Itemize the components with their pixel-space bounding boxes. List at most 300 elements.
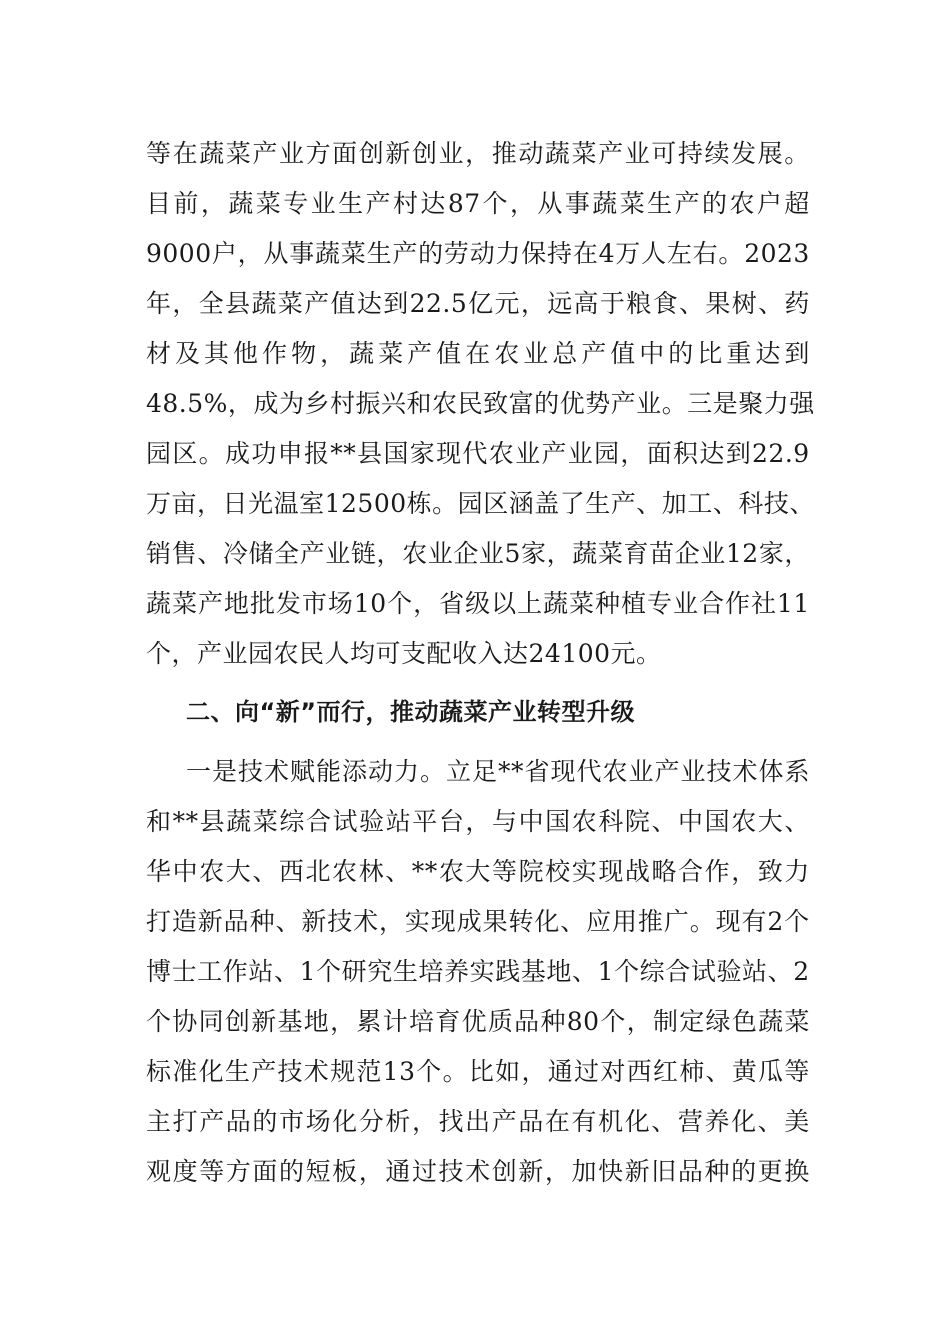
glyph: 48.5% [146, 389, 228, 418]
glyph: 功 [251, 439, 277, 468]
glyph: 高 [573, 289, 600, 318]
glyph: 的 [702, 189, 728, 218]
glyph: 致 [483, 389, 509, 418]
glyph: 农 [571, 807, 598, 836]
glyph: 红 [652, 1057, 679, 1086]
glyph: 盖 [534, 489, 560, 518]
glyph: 和 [146, 807, 172, 836]
glyph: 技 [438, 1157, 465, 1186]
glyph: 打 [146, 907, 172, 936]
glyph: 蔬 [592, 189, 618, 218]
glyph: 报 [303, 439, 330, 468]
glyph: 在 [465, 339, 491, 368]
glyph: 综 [279, 807, 305, 836]
glyph: 农 [438, 857, 465, 886]
glyph: 个 [614, 957, 640, 986]
glyph: 同 [198, 1007, 225, 1036]
glyph: 业 [567, 439, 594, 468]
glyph: ， [509, 189, 536, 218]
paragraph-line [146, 337, 810, 371]
glyph: 对 [600, 1057, 626, 1086]
glyph: 方 [305, 139, 332, 168]
glyph: 作 [724, 589, 751, 618]
glyph: 产 [610, 389, 637, 418]
glyph: ， [521, 1057, 547, 1086]
glyph: ， [227, 389, 254, 418]
paragraph-line [146, 905, 810, 939]
glyph: 、 [757, 1107, 784, 1136]
glyph: 技 [763, 489, 790, 518]
glyph: 、 [273, 957, 300, 986]
glyph: 右 [692, 239, 719, 268]
glyph: 的 [418, 239, 444, 268]
glyph: 申 [277, 439, 304, 468]
glyph: 4 [598, 239, 616, 268]
glyph: 产 [365, 189, 392, 218]
glyph: 振 [355, 389, 382, 418]
glyph: 园 [594, 439, 620, 468]
glyph: 县 [225, 289, 251, 318]
glyph: 12500 [324, 489, 407, 518]
glyph: 站 [248, 957, 274, 986]
glyph: 事 [289, 239, 315, 268]
glyph: 等 [199, 1157, 225, 1186]
paragraph-line [146, 1155, 810, 1189]
glyph: 、 [571, 957, 598, 986]
glyph: 室 [299, 489, 325, 518]
glyph: 、 [705, 1057, 732, 1086]
glyph: 菜 [569, 589, 595, 618]
glyph: 标 [146, 1057, 172, 1086]
glyph: 综 [639, 957, 666, 986]
glyph: 析 [385, 1107, 411, 1136]
glyph: 富 [508, 389, 535, 418]
glyph: 作 [262, 339, 288, 368]
glyph: 从 [263, 239, 289, 268]
glyph: 社 [750, 589, 777, 618]
glyph: 区 [483, 489, 509, 518]
glyph: 养 [704, 1107, 730, 1136]
glyph: 生 [392, 957, 419, 986]
glyph: 产 [197, 589, 224, 618]
glyph: 、 [385, 857, 411, 886]
glyph: 优 [461, 1007, 488, 1036]
glyph: 菜 [171, 589, 198, 618]
glyph: 等 [492, 857, 518, 886]
glyph: 业 [438, 139, 465, 168]
glyph: 、 [758, 289, 784, 318]
glyph: 计 [382, 1007, 409, 1036]
glyph: 达 [755, 339, 781, 368]
glyph: 林 [358, 857, 385, 886]
glyph: 家 [758, 539, 785, 568]
paragraph-line [146, 237, 810, 271]
section-heading: 二、向“新”而行，推动蔬菜产业转型升级 [186, 698, 636, 726]
paragraph-line [146, 1055, 810, 1089]
glyph: 用 [612, 907, 638, 936]
glyph: 、 [275, 907, 301, 936]
glyph: 在 [544, 1107, 571, 1136]
glyph: 合 [678, 857, 704, 886]
glyph: 合 [305, 807, 332, 836]
glyph: 成 [456, 907, 483, 936]
glyph: 术 [732, 757, 758, 786]
paragraph-line [146, 1005, 810, 1039]
glyph: 生 [647, 189, 673, 218]
glyph: 物 [291, 339, 317, 368]
glyph: 13 [382, 1057, 416, 1086]
glyph: 平 [412, 807, 438, 836]
glyph: 现 [598, 857, 624, 886]
glyph: 粮 [626, 289, 652, 318]
glyph: 比 [697, 339, 723, 368]
glyph: 涵 [508, 489, 535, 518]
glyph: 立 [446, 757, 472, 786]
glyph: 家 [409, 439, 436, 468]
glyph: 9000 [146, 239, 212, 268]
glyph: 持 [677, 139, 704, 168]
glyph: 。 [689, 907, 716, 936]
glyph: 化 [198, 1057, 225, 1086]
glyph: 远 [547, 289, 573, 318]
glyph: 动 [368, 757, 394, 786]
glyph: 推 [637, 907, 664, 936]
glyph: 场 [327, 589, 354, 618]
glyph: 华 [146, 857, 172, 886]
glyph: 范 [356, 1057, 382, 1086]
glyph: 找 [438, 1107, 465, 1136]
glyph: 1 [299, 957, 316, 986]
glyph: 现 [715, 907, 742, 936]
glyph: 乡 [304, 389, 330, 418]
glyph: 11 [776, 589, 810, 618]
glyph: 农 [332, 857, 358, 886]
glyph: 产 [199, 1107, 225, 1136]
paragraph-line [146, 137, 810, 171]
glyph: 、 [252, 857, 278, 886]
glyph: 户 [756, 189, 783, 218]
glyph: 品 [514, 1007, 540, 1036]
glyph: 化 [332, 1107, 358, 1136]
glyph: 蔬 [146, 589, 172, 618]
glyph: 聚 [738, 389, 764, 418]
glyph: 通 [547, 1057, 574, 1086]
glyph: 农 [729, 189, 755, 218]
glyph: 、 [767, 957, 794, 986]
glyph: 、 [784, 807, 810, 836]
glyph: 菜 [597, 539, 624, 568]
glyph: 北 [305, 857, 331, 886]
glyph: 业 [636, 389, 662, 418]
glyph: 和 [406, 389, 433, 418]
glyph: 试 [332, 807, 359, 836]
glyph: ， [172, 289, 198, 318]
glyph: 有 [741, 907, 767, 936]
glyph: 现 [430, 907, 457, 936]
glyph: 美 [784, 1107, 810, 1136]
glyph: 生 [224, 1057, 251, 1086]
glyph: ， [620, 439, 646, 468]
glyph: 菜 [252, 807, 279, 836]
glyph: 万 [146, 489, 172, 518]
glyph: 等 [784, 1057, 810, 1086]
glyph: 菜 [277, 289, 304, 318]
glyph: 前 [173, 189, 199, 218]
glyph: ， [358, 1157, 385, 1186]
glyph: 一 [186, 757, 212, 786]
glyph: 10 [353, 589, 387, 618]
glyph: 绿 [705, 1007, 732, 1036]
glyph: 是 [212, 757, 238, 786]
glyph: 力 [763, 389, 790, 418]
glyph: 术 [303, 1057, 330, 1086]
glyph: ， [784, 539, 810, 568]
glyph: 工 [687, 489, 713, 518]
glyph: 售 [171, 539, 198, 568]
glyph: 亿 [468, 289, 494, 318]
glyph: 了 [559, 489, 586, 518]
glyph: 、 [197, 539, 223, 568]
glyph: 赋 [290, 757, 316, 786]
glyph: 新 [251, 1007, 277, 1036]
paragraph-line [146, 537, 810, 571]
glyph: 士 [171, 957, 198, 986]
glyph: 续 [704, 139, 730, 168]
glyph: 区 [172, 439, 198, 468]
glyph: ** [411, 857, 438, 886]
glyph: 新 [624, 1157, 651, 1186]
glyph: 力 [495, 239, 521, 268]
glyph: 其 [204, 339, 230, 368]
glyph: 园 [146, 439, 172, 468]
glyph: 产 [392, 239, 418, 268]
glyph: 研 [341, 957, 368, 986]
glyph: 中 [639, 339, 665, 368]
glyph: ** [498, 757, 524, 786]
glyph: 值 [436, 339, 462, 368]
glyph: 中 [678, 807, 704, 836]
glyph: 地 [223, 589, 250, 618]
glyph: 基 [277, 1007, 303, 1036]
glyph: 新 [301, 907, 327, 936]
glyph: 加 [571, 1157, 598, 1186]
glyph: 菜 [225, 139, 252, 168]
glyph: 菜 [340, 239, 367, 268]
glyph: 工 [197, 957, 223, 986]
glyph: 养 [444, 957, 470, 986]
glyph: 国 [545, 807, 571, 836]
glyph: 机 [598, 1107, 624, 1136]
glyph: ， [413, 589, 439, 618]
glyph: ， [330, 1007, 356, 1036]
glyph: 亩 [171, 489, 198, 518]
glyph: 规 [330, 1057, 356, 1086]
glyph: 菜 [784, 1007, 810, 1036]
glyph: 有 [571, 1107, 598, 1136]
glyph: ， [465, 139, 491, 168]
glyph: ** [172, 807, 199, 836]
glyph: 蔬 [349, 339, 375, 368]
glyph: 农 [402, 539, 428, 568]
glyph: 板 [332, 1157, 358, 1186]
glyph: 业 [523, 339, 549, 368]
glyph: 在 [172, 139, 199, 168]
glyph: 目 [146, 189, 172, 218]
glyph: 2 [767, 907, 784, 936]
glyph: 比 [468, 1057, 495, 1086]
glyph: 大 [465, 857, 491, 886]
glyph: 能 [316, 757, 342, 786]
glyph: 生 [338, 189, 364, 218]
glyph: 快 [598, 1157, 624, 1186]
glyph: 科 [738, 489, 764, 518]
glyph: 业 [624, 139, 651, 168]
glyph: 元 [494, 289, 520, 318]
glyph: 新 [518, 1157, 544, 1186]
glyph: 植 [621, 589, 647, 618]
glyph: 方 [225, 1157, 252, 1186]
glyph: 瓜 [758, 1057, 784, 1086]
glyph: 分 [358, 1107, 385, 1136]
glyph: 定 [679, 1007, 705, 1036]
glyph: 、 [651, 1107, 677, 1136]
glyph: 1 [597, 957, 614, 986]
glyph: 造 [171, 907, 198, 936]
glyph: 、 [789, 489, 815, 518]
glyph: 菜 [571, 139, 598, 168]
glyph: 国 [704, 807, 731, 836]
glyph: 企 [674, 539, 701, 568]
glyph: 推 [491, 139, 518, 168]
glyph: 产 [654, 757, 680, 786]
glyph: 产 [299, 539, 326, 568]
glyph: 光 [248, 489, 274, 518]
glyph: 蔬 [544, 139, 571, 168]
glyph: 台 [438, 807, 465, 836]
glyph: 短 [305, 1157, 332, 1186]
glyph: 旧 [651, 1157, 677, 1186]
glyph: 。 [784, 139, 810, 168]
glyph: 优 [559, 389, 586, 418]
glyph: ， [379, 907, 405, 936]
paragraph-line [146, 855, 810, 889]
glyph: 成 [253, 389, 279, 418]
glyph: 蔬 [572, 539, 598, 568]
paragraph-line [146, 387, 815, 421]
glyph: 换 [784, 1157, 810, 1186]
glyph: 化 [731, 1107, 757, 1136]
glyph: 产 [674, 189, 701, 218]
glyph: 达 [356, 289, 383, 318]
glyph: 打 [172, 1107, 199, 1136]
glyph: 色 [731, 1007, 758, 1036]
glyph: ， [546, 539, 573, 568]
glyph: 农 [731, 807, 757, 836]
glyph: 技 [277, 1057, 303, 1086]
glyph: 制 [652, 1007, 679, 1036]
glyph: 业 [515, 439, 541, 468]
glyph: 观 [146, 1157, 172, 1186]
glyph: 试 [690, 957, 717, 986]
glyph: 种 [249, 907, 276, 936]
glyph: 个 [784, 907, 810, 936]
glyph: 足 [472, 757, 498, 786]
glyph: 究 [367, 957, 393, 986]
glyph: 。 [442, 1057, 469, 1086]
glyph: 势 [585, 389, 611, 418]
glyph: 个 [600, 1007, 626, 1036]
glyph: 超 [784, 189, 810, 218]
glyph: 地 [546, 957, 572, 986]
glyph: 个 [146, 1007, 172, 1036]
paragraph-line [146, 587, 810, 621]
glyph: 作 [222, 957, 249, 986]
glyph: 主 [146, 1107, 172, 1136]
glyph: 广 [663, 907, 690, 936]
glyph: 于 [599, 289, 626, 318]
glyph: 。 [661, 389, 688, 418]
glyph: 省 [439, 589, 465, 618]
glyph: ， [411, 1107, 438, 1136]
glyph: 从 [537, 189, 563, 218]
glyph: 场 [305, 1107, 332, 1136]
glyph: 技 [327, 907, 353, 936]
glyph: 国 [383, 439, 409, 468]
glyph: 术 [264, 757, 290, 786]
glyph: 技 [238, 757, 264, 786]
glyph: 略 [651, 857, 677, 886]
glyph: ， [376, 539, 402, 568]
glyph: 级 [465, 589, 491, 618]
glyph: 到 [383, 289, 409, 318]
glyph: 达 [699, 439, 725, 468]
paragraph-line: 个，产业园农民人均可支配收入达24100元。 [146, 639, 662, 668]
glyph: 企 [453, 539, 479, 568]
glyph: ， [320, 339, 346, 368]
glyph: 站 [742, 957, 768, 986]
paragraph-line [186, 755, 810, 789]
glyph: 冷 [222, 539, 249, 568]
glyph: 县 [357, 439, 383, 468]
glyph: 兴 [381, 389, 407, 418]
glyph: 蔬 [251, 289, 277, 318]
glyph: 育 [435, 1007, 461, 1036]
glyph: 他 [233, 339, 259, 368]
glyph: 品 [225, 1107, 252, 1136]
glyph: 药 [784, 289, 810, 318]
glyph: 品 [677, 1157, 704, 1186]
glyph: 上 [517, 589, 543, 618]
glyph: ， [237, 239, 264, 268]
paragraph-line [146, 287, 810, 321]
glyph: 业 [325, 539, 351, 568]
glyph: 年 [146, 289, 172, 318]
paragraph-line [146, 1105, 810, 1139]
glyph: 农 [199, 857, 225, 886]
glyph: 累 [356, 1007, 382, 1036]
glyph: 实 [571, 857, 598, 886]
glyph: 到 [784, 339, 810, 368]
glyph: 链 [350, 539, 377, 568]
glyph: 、 [712, 489, 739, 518]
glyph: 质 [487, 1007, 514, 1036]
glyph: 村 [392, 189, 419, 218]
glyph: 以 [491, 589, 517, 618]
glyph: 院 [624, 807, 651, 836]
glyph: 12 [725, 539, 759, 568]
glyph: 持 [547, 239, 573, 268]
glyph: 现 [436, 439, 462, 468]
